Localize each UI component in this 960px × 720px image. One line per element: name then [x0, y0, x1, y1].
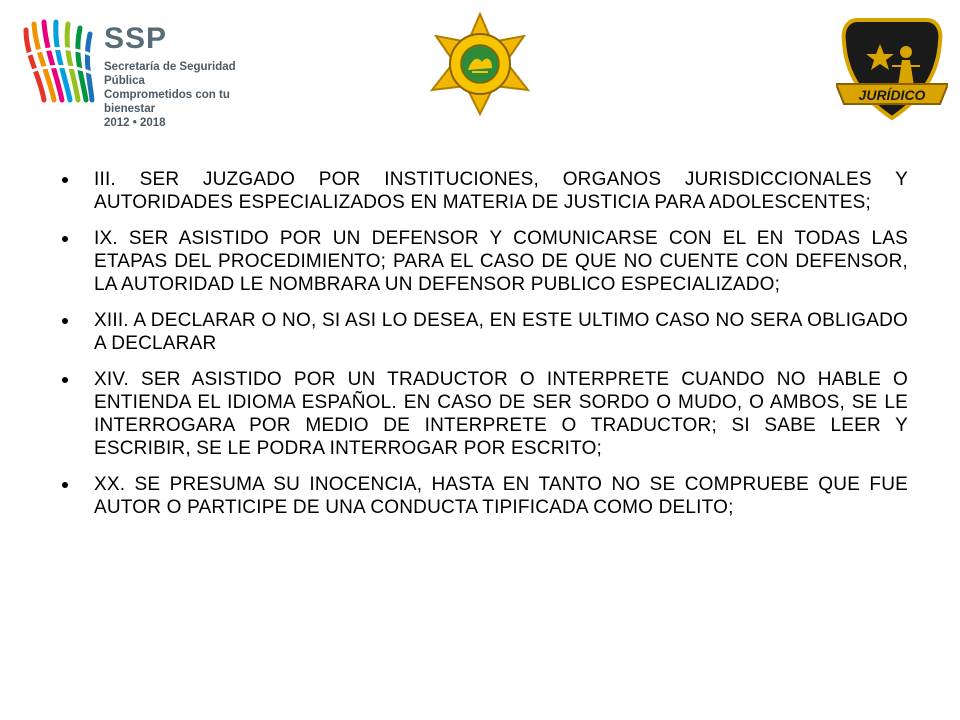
- juridico-shield-icon: [836, 14, 948, 122]
- ssp-slogan: Comprometidos con tu bienestar: [104, 89, 230, 115]
- ssp-title: SSP: [104, 22, 168, 55]
- list-item: [62, 168, 908, 214]
- bullet-icon: [62, 177, 68, 183]
- juridico-label: JURÍDICO: [858, 87, 926, 103]
- bullet-icon: [62, 482, 68, 488]
- list-item: [62, 227, 908, 296]
- list-item-text: XX. SE PRESUMA SU INOCENCIA, HASTA EN TANTO NO SE COMPRUEBE QUE FUE AUTOR O PARTICIPE DE UNA CONDUCTA TIPIFICADA COMO DELITO;: [94, 474, 908, 518]
- police-star-badge: [420, 12, 540, 121]
- ssp-wordmark: [104, 24, 272, 130]
- list-item: [62, 473, 908, 519]
- list-item-text: IX. SER ASISTIDO POR UN DEFENSOR Y COMUNICARSE CON EL EN TODAS LAS ETAPAS DEL PROCEDIMIENTO; PARA EL CASO DE QUE NO CUENTE CON DEFENSOR, LA AUTORIDAD LE NOMBRARA UN DEFENSOR PUBLICO ESPECIALIZADO;: [94, 228, 908, 295]
- star-badge-icon: [420, 12, 540, 116]
- ssp-subtitle: Secretaría de Seguridad Pública: [104, 61, 236, 87]
- juridico-badge: [836, 14, 948, 127]
- bullet-icon: [62, 236, 68, 242]
- rights-list: [62, 168, 908, 519]
- list-item: [62, 309, 908, 355]
- ssp-years: 2012 • 2018: [104, 117, 166, 129]
- list-item-text: XIV. SER ASISTIDO POR UN TRADUCTOR O INTERPRETE CUANDO NO HABLE O ENTIENDA EL IDIOMA ESPAÑOL. EN CASO DE SER SORDO O MUDO, O AMBOS, SE LE INTERROGARA POR MEDIO DE INTERPRETE O TRADUCTOR; SI SABE LEER Y ESCRIBIR, SE LE PODRA INTERROGAR POR ESCRITO;: [94, 369, 908, 459]
- bullet-icon: [62, 318, 68, 324]
- list-item: [62, 368, 908, 460]
- ssp-emblem-icon: [22, 16, 96, 104]
- bullet-icon: [62, 377, 68, 383]
- ssp-logo: [22, 16, 272, 129]
- list-item-text: XIII. A DECLARAR O NO, SI ASI LO DESEA, EN ESTE ULTIMO CASO NO SERA OBLIGADO A DECLARAR: [94, 310, 908, 354]
- list-item-text: III. SER JUZGADO POR INSTITUCIONES, ORGANOS JURISDICCIONALES Y AUTORIDADES ESPECIALIZADOS EN MATERIA DE JUSTICIA PARA ADOLESCENTES;: [94, 169, 908, 213]
- rights-content: [62, 168, 908, 532]
